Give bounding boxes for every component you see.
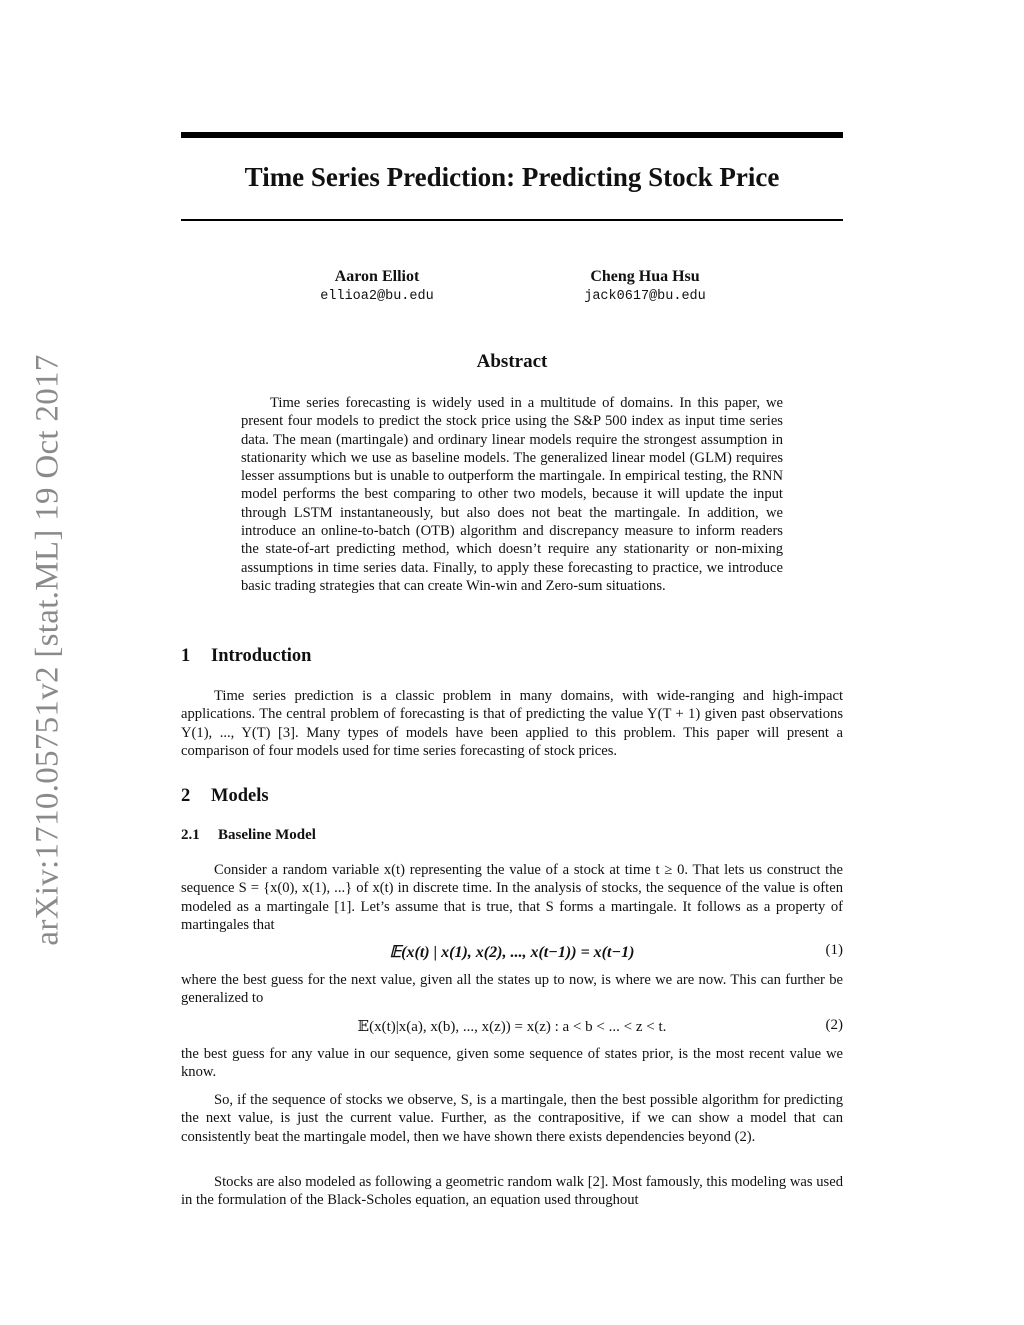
author-email: ellioa2@bu.edu — [320, 289, 434, 304]
equation-expression: 𝔼(x(t)|x(a), x(b), ..., x(z)) = x(z) : a < b < ... < z < t. — [357, 1019, 667, 1035]
author-block — [515, 267, 775, 307]
body-paragraph: where the best guess for the next value, given all the states up to now, is where we are now. This can further be generalized to — [181, 972, 843, 1007]
paper-title: Time Series Prediction: Predicting Stock Price — [244, 162, 780, 192]
arxiv-identifier: arXiv:1710.05751v2 [stat.ML] 19 Oct 2017 — [29, 354, 66, 946]
subsection-heading-baseline-model — [181, 827, 316, 844]
author-block — [247, 267, 507, 307]
subsection-title: Baseline Model — [218, 827, 316, 843]
equation-number: (1) — [825, 942, 843, 958]
author-name: Cheng Hua Hsu — [590, 268, 700, 285]
section-title: Models — [211, 786, 269, 806]
author-name: Aaron Elliot — [334, 268, 420, 285]
abstract-heading: Abstract — [476, 351, 548, 372]
equation-number: (2) — [825, 1017, 843, 1033]
section-heading-models — [181, 786, 269, 807]
body-paragraph: So, if the sequence of stocks we observe, S, is a martingale, then the best possible algorithm for predicting the next value, is just the current value. Further, as the contrapositive, if we can show a model that can consistently beat the martingale model, then we have shown there exists dependencies beyond (2). — [181, 1092, 843, 1145]
subsection-number: 2.1 — [181, 827, 200, 843]
section-title: Introduction — [211, 646, 312, 666]
body-paragraph: Stocks are also modeled as following a geometric random walk [2]. Most famously, this modeling was used in the formulation of the Black-Scholes equation, an equation used throughout — [181, 1174, 843, 1209]
introduction-paragraph: Time series prediction is a classic problem in many domains, with wide-ranging and high-impact applications. The central problem of forecasting is that of predicting the value Y(T + 1) given past observations Y(1), ..., Y(T) [3]. Many types of models have been applied to this problem. This paper will present a comparison of four models used for time series forecasting of stock prices. — [181, 688, 843, 759]
body-paragraph: Consider a random variable x(t) representing the value of a stock at time t ≥ 0. That lets us construct the sequence S = {x(0), x(1), ...} of x(t) in discrete time. In the analysis of stocks, the sequence of the value is often modeled as a martingale [1]. Let’s assume that is true, that S forms a martingale. It follows as a property of martingales that — [181, 862, 843, 933]
equation-expression: 𝔼(x(t) | x(1), x(2), ..., x(t−1)) = x(t−1) — [389, 944, 635, 961]
section-number: 2 — [181, 786, 191, 806]
section-heading-introduction — [181, 646, 311, 667]
abstract-text: Time series forecasting is widely used in a multitude of domains. In this paper, we present four models to predict the stock price using the S&P 500 index as input time series data. The mean (martingale) and ordinary linear models require the strongest assumption in stationarity which we use as baseline models. The generalized linear model (GLM) requires lesser assumptions but is unable to outperform the martingale. In empirical testing, the RNN model performs the best comparing to other two models, because it will update the input through LSTM instantaneously, but also does not beat the martingale. In addition, we introduce an online-to-batch (OTB) algorithm and discrepancy measure to inform readers the state-of-art predicting method, which doesn’t require any stationarity or non-mixing assumptions in time series data. Finally, to apply these forecasting to practice, we introduce basic trading strategies that can create Win-win and Zero-sum situations. — [241, 395, 783, 594]
author-email: jack0617@bu.edu — [584, 289, 706, 304]
title-bottom-rule — [181, 219, 843, 221]
section-number: 1 — [181, 646, 191, 666]
title-top-rule — [181, 132, 843, 138]
body-paragraph: the best guess for any value in our sequence, given some sequence of states prior, is the most recent value we know. — [181, 1046, 843, 1081]
